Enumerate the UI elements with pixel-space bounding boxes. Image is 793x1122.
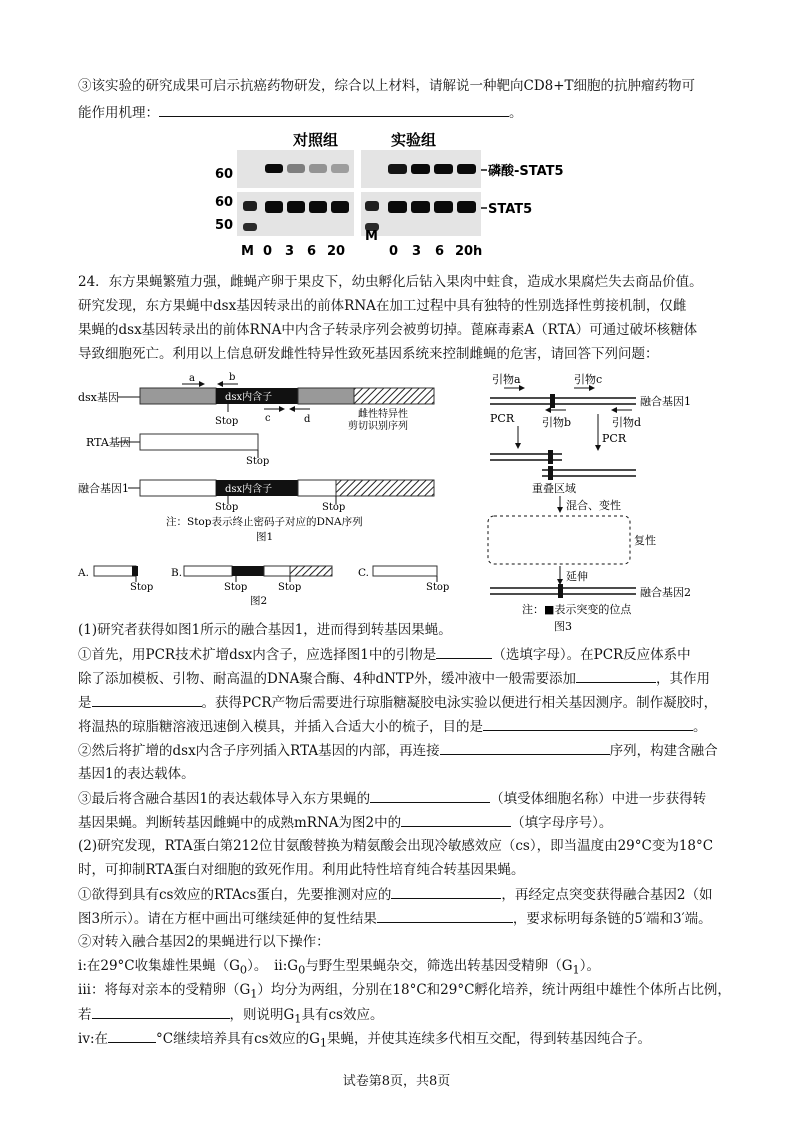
text: ①欲得到具有cs效应的RTAcs蛋白，先要推测对应的 bbox=[78, 887, 392, 903]
subscript: 1 bbox=[294, 1012, 302, 1026]
blot-band bbox=[411, 164, 430, 174]
text: 。 bbox=[693, 719, 707, 735]
mrna-b-right bbox=[264, 566, 290, 576]
blot-band bbox=[388, 201, 407, 213]
blot-band bbox=[265, 164, 283, 173]
text-line bbox=[78, 932, 718, 952]
overlap-label: 重叠区域 bbox=[532, 482, 576, 495]
text: （填受体细胞名称）中进一步获得转 bbox=[490, 791, 707, 807]
blot-band bbox=[457, 164, 476, 174]
text: 除了添加模板、引物、耐高温的DNA聚合酶、4种dNTP外，缓冲液中一般需要添加 bbox=[78, 671, 577, 687]
fig2-caption: 图2 bbox=[250, 595, 268, 607]
text: ，则说明G bbox=[229, 1007, 295, 1023]
answer-blank[interactable] bbox=[401, 812, 511, 827]
text-line bbox=[78, 620, 718, 640]
subscript: 1 bbox=[572, 963, 580, 977]
blot-band bbox=[388, 164, 407, 174]
figure-3 bbox=[482, 370, 718, 638]
figure-1-2 bbox=[78, 368, 478, 608]
stop-label: Stop bbox=[224, 582, 248, 593]
text-line bbox=[78, 102, 718, 123]
mrna-b-intron bbox=[232, 566, 264, 576]
fig3-caption: 图3 bbox=[554, 620, 572, 633]
text: ②对转入融合基因2的果蝇进行以下操作： bbox=[78, 934, 330, 950]
text-line bbox=[78, 716, 718, 737]
pcr-label: PCR bbox=[490, 412, 515, 425]
text: 24．东方果蝇繁殖力强，雌蝇产卵于果皮下，幼虫孵化后钻入果肉中蛀食，造成水果腐烂失去商品价值。 bbox=[78, 274, 703, 290]
answer-blank[interactable] bbox=[159, 102, 509, 117]
text-line bbox=[78, 692, 718, 713]
extend-label: 延伸 bbox=[566, 570, 588, 583]
stop-label: Stop bbox=[278, 582, 302, 593]
anneal-label: 复性 bbox=[634, 534, 656, 547]
text-line bbox=[78, 788, 718, 809]
text: (1)研究者获得如图1所示的融合基因1，进而得到转基因果蝇。 bbox=[78, 622, 452, 638]
text-line bbox=[78, 980, 731, 1005]
fusion-gene-1-label: 融合基因1 bbox=[78, 482, 129, 495]
female-seq-label: 雌性特异性 bbox=[358, 409, 408, 420]
fig1-caption: 图1 bbox=[256, 531, 274, 543]
option-c-label: C. bbox=[358, 567, 369, 579]
primer-a-label: a bbox=[189, 373, 195, 384]
annealing-answer-box[interactable] bbox=[488, 516, 630, 564]
text: 时，可抑制RTA蛋白对细胞的致死作用。利用此特性培育纯合转基因果蝇。 bbox=[78, 862, 525, 878]
blot-band bbox=[434, 201, 453, 213]
dsx-intron-label: dsx内含子 bbox=[225, 392, 273, 403]
blot-band bbox=[265, 201, 283, 213]
primer-b-label: 引物b bbox=[542, 416, 572, 429]
text-line bbox=[78, 860, 718, 880]
text-line bbox=[78, 740, 718, 761]
lane-label: 6 bbox=[307, 244, 317, 259]
fig3-note: 注：■表示突变的位点 bbox=[522, 603, 632, 616]
stop-label: Stop bbox=[246, 456, 270, 467]
subscript: 0 bbox=[298, 963, 306, 977]
primer-a-label: 引物a bbox=[492, 373, 521, 386]
text: 果蝇，并使其连续多代相互交配，得到转基因纯合子。 bbox=[327, 1031, 652, 1047]
text-line bbox=[78, 836, 718, 856]
fusion-gene-2-label: 融合基因2 bbox=[640, 586, 691, 599]
blot-panel-total-exp bbox=[361, 192, 481, 236]
text: 是 bbox=[78, 695, 92, 711]
text: 导致细胞死亡。利用以上信息研发雌性特异性致死基因系统来控制雌蝇的危害，请回答下列问题： bbox=[78, 346, 659, 362]
blot-band bbox=[309, 164, 327, 173]
primer-d-label: d bbox=[304, 414, 311, 425]
subscript: 0 bbox=[239, 963, 248, 977]
primer-c-label: c bbox=[265, 413, 271, 424]
text: ①首先，用PCR技术扩增dsx内含子，应选择图1中的引物是 bbox=[78, 647, 437, 663]
mrna-a bbox=[94, 566, 136, 576]
text-line bbox=[78, 644, 718, 665]
mw-marker: 60 bbox=[215, 167, 234, 182]
mw-marker: 60 bbox=[215, 195, 234, 210]
mrna-a-stop-block bbox=[132, 566, 138, 576]
text-line bbox=[78, 1028, 718, 1054]
text: ，要求标明每条链的5′端和3′端。 bbox=[512, 911, 712, 927]
rta-gene-box bbox=[140, 434, 258, 450]
fusion-gene-1-label: 融合基因1 bbox=[640, 395, 691, 408]
answer-blank[interactable] bbox=[108, 1028, 156, 1043]
text: ，再经定点突变获得融合基因2（如 bbox=[501, 887, 713, 903]
text: ③最后将含融合基因1的表达载体导入东方果蝇的 bbox=[78, 791, 371, 807]
blot-band bbox=[411, 201, 430, 213]
stat5-label: STAT5 bbox=[488, 202, 533, 217]
mrna-b-left bbox=[184, 566, 232, 576]
text: iv:在 bbox=[78, 1031, 108, 1047]
answer-blank[interactable] bbox=[440, 740, 610, 755]
phospho-stat5-label: 磷酸-STAT5 bbox=[488, 164, 564, 179]
text: ③该实验的研究成果可启示抗癌药物研发，综合以上材料，请解说一种靶向CD8+T细胞的抗肿瘤药物可 bbox=[78, 78, 696, 94]
fusion-rta-right bbox=[298, 480, 336, 496]
page-number: 试卷第8页，共8页 bbox=[342, 1074, 451, 1089]
dsx-gene-label: dsx基因 bbox=[78, 391, 119, 404]
text-line bbox=[78, 1004, 718, 1030]
blot-band bbox=[434, 164, 453, 174]
text: 。获得PCR产物后需要进行琼脂糖凝胶电泳实验以便进行相关基因测序。制作凝胶时， bbox=[201, 695, 718, 711]
rta-gene-label: RTA基因 bbox=[86, 436, 131, 449]
text: 果蝇的dsx基因转录出的前体RNA中内含子转录序列会被剪切掉。蓖麻毒素A（RTA）可通过破坏核糖体 bbox=[78, 322, 698, 338]
text: （选填字母）。在PCR反应体系中 bbox=[492, 647, 691, 663]
answer-blank[interactable] bbox=[483, 716, 693, 731]
text: i:在29°C收集雄性果蝇（G bbox=[78, 958, 240, 974]
text: 与野生型果蝇杂交，筛选出转基因受精卵（G bbox=[305, 958, 573, 974]
text: 基因果蝇。判断转基因雌蝇中的成熟mRNA为图2中的 bbox=[78, 815, 402, 831]
primer-b-label: b bbox=[229, 372, 236, 383]
lane-label: 6 bbox=[435, 244, 445, 259]
text: 具有cs效应。 bbox=[301, 1007, 384, 1023]
blot-band bbox=[243, 201, 257, 211]
blot-band bbox=[365, 201, 379, 211]
text-line bbox=[78, 320, 718, 340]
dsx-exon-right bbox=[298, 388, 354, 404]
option-a-label: A. bbox=[78, 567, 89, 579]
page-footer bbox=[0, 1070, 793, 1089]
text: 若 bbox=[78, 1007, 92, 1023]
stop-label: Stop bbox=[130, 582, 154, 593]
text: 研究发现，东方果蝇中dsx基因转录出的前体RNA在加工过程中具有独特的性别选择性剪接机制，仅雌 bbox=[78, 298, 687, 314]
mrna-c bbox=[373, 566, 437, 576]
lane-label: 0 bbox=[389, 244, 399, 259]
fusion-intron-label: dsx内含子 bbox=[225, 484, 273, 495]
text-line bbox=[78, 272, 718, 292]
text: °C继续培养具有cs效应的G bbox=[156, 1031, 320, 1047]
text: （填字母序号）。 bbox=[511, 815, 613, 831]
mrna-b-female bbox=[290, 566, 332, 576]
answer-blank[interactable] bbox=[436, 644, 492, 659]
text-line bbox=[78, 884, 718, 905]
text: ②然后将扩增的dsx内含子序列插入RTA基因的内部，再连接 bbox=[78, 743, 440, 759]
lane-label: h bbox=[473, 244, 483, 259]
text: 能作用机理： bbox=[78, 105, 159, 121]
text-line bbox=[78, 344, 718, 364]
answer-blank[interactable] bbox=[576, 668, 656, 683]
answer-blank[interactable] bbox=[92, 692, 202, 707]
mw-marker: 50 bbox=[215, 218, 234, 233]
blot-band bbox=[457, 201, 476, 213]
experiment-group-label: 实验组 bbox=[391, 131, 437, 149]
fusion-female-region bbox=[336, 480, 434, 496]
mutation-site bbox=[550, 394, 555, 408]
answer-blank[interactable] bbox=[391, 884, 501, 899]
mix-denature-label: 混合、变性 bbox=[566, 499, 621, 512]
subscript: 1 bbox=[250, 987, 258, 1001]
text: 序列，构建含融合 bbox=[609, 743, 718, 759]
primer-c-label: 引物c bbox=[574, 373, 603, 386]
text-line bbox=[78, 812, 718, 833]
stop-label: Stop bbox=[215, 502, 239, 513]
answer-blank[interactable] bbox=[370, 788, 490, 803]
control-group-label: 对照组 bbox=[293, 131, 339, 149]
text: 基因1的表达载体。 bbox=[78, 766, 195, 782]
text: ）。 ii:G bbox=[247, 958, 299, 974]
option-b-label: B. bbox=[171, 567, 183, 579]
blot-band bbox=[331, 201, 349, 213]
text-line bbox=[78, 764, 718, 784]
text-line bbox=[78, 76, 718, 96]
pcr-label: PCR bbox=[602, 432, 627, 445]
subscript: 1 bbox=[319, 1036, 328, 1050]
blot-band bbox=[287, 164, 305, 173]
blot-band bbox=[309, 201, 327, 213]
text-line bbox=[78, 668, 718, 689]
female-seq-label: 剪切识别序列 bbox=[348, 421, 408, 432]
western-blot-figure bbox=[215, 128, 564, 263]
answer-blank[interactable] bbox=[92, 1004, 230, 1019]
text: 将温热的琼脂糖溶液迅速倒入模具，并插入合适大小的梳子，目的是 bbox=[78, 719, 483, 735]
text: (2)研究发现，RTA蛋白第212位甘氨酸替换为精氨酸会出现冷敏感效应（cs），即当温度由29°C变为18°C bbox=[78, 838, 714, 854]
lane-label: M bbox=[241, 244, 254, 259]
text-line bbox=[78, 956, 718, 981]
blot-band bbox=[243, 223, 257, 231]
primer-d-label: 引物d bbox=[612, 416, 642, 429]
fusion-rta-left bbox=[140, 480, 216, 496]
text: ，其作用 bbox=[656, 671, 711, 687]
fig1-note: 注：Stop表示终止密码子对应的DNA序列 bbox=[166, 516, 363, 528]
lane-label: 3 bbox=[285, 244, 295, 259]
stop-label: Stop bbox=[215, 416, 239, 427]
lane-label: 0 bbox=[263, 244, 273, 259]
lane-label: 20 bbox=[455, 244, 474, 259]
text: ）。 bbox=[579, 958, 600, 974]
text-line bbox=[78, 296, 718, 316]
dsx-exon-left bbox=[140, 388, 216, 404]
stop-label: Stop bbox=[426, 582, 450, 593]
blot-band bbox=[287, 201, 305, 213]
text: 图3所示）。请在方框中画出可继续延伸的复性结果 bbox=[78, 911, 377, 927]
lane-label: M bbox=[365, 229, 378, 244]
lane-label: 3 bbox=[412, 244, 422, 259]
text: iii：将每对亲本的受精卵（G bbox=[78, 982, 251, 998]
blot-band bbox=[331, 164, 349, 173]
answer-blank[interactable] bbox=[377, 908, 513, 923]
female-specific-region bbox=[354, 388, 434, 404]
text: 。 bbox=[509, 105, 523, 121]
text-line bbox=[78, 908, 718, 929]
text: ）均分为两组，分别在18°C和29°C孵化培养，统计两组中雄性个体所占比例， bbox=[257, 982, 731, 998]
stop-label: Stop bbox=[322, 502, 346, 513]
lane-label: 20 bbox=[327, 244, 346, 259]
